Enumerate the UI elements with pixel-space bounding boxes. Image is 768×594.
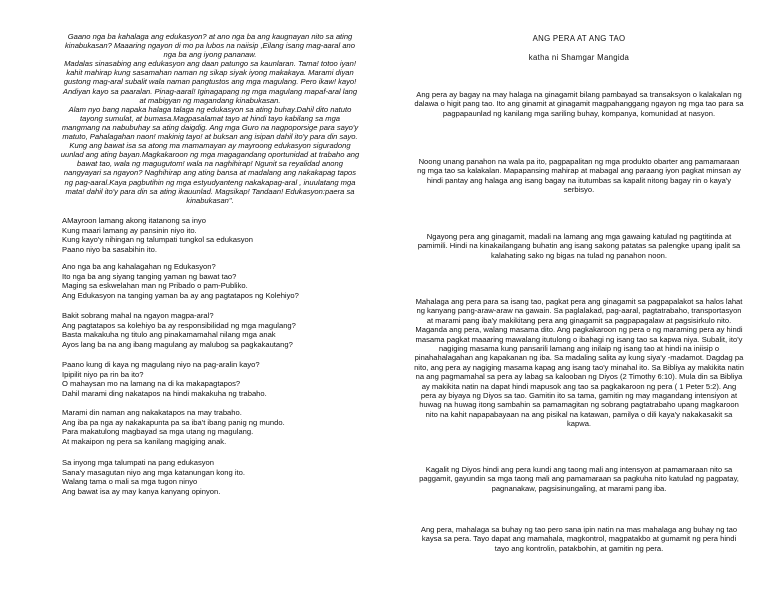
poem-line: Maging sa eskwelahan man ng Pribado o pam-Publiko.	[62, 281, 248, 291]
poem-line: Marami din naman ang nakakatapos na may trabaho.	[62, 408, 242, 417]
body-paragraph: Mahalaga ang pera para sa isang tao, pagkat pera ang ginagamit sa pagpapalakot sa halos lahat ng kanyang pang-araw-araw na gawain. Sa paglalakad, pag-aaral, pagtatrabaho, transportasyon at marami pang iba'y makikitang pera ang ginagamit sa pagpapagalaw at pagsisirkulo nito. Maganda ang pera, walang masama dito. Ang pagkakaroon ng pera o ng maraming pera ay hindi masama pagkat maaaring mawalang itutulong o ibahagi ng isang tao sa kapwa niya. Subalit, ito'y nagiging masama kung pansarili lamang ang inilaip ng isang tao at hindi na iniisip o pinahahalagahan ang kapakanan ng iba. Sa madaling salita ay kung siya'y -madamot. Dagdag pa nito, ang pera ay nagiging masama kapag ang isang tao'y minahal ito. Sa Bibliya ay makikita natin na ang pagmamahal sa pera ay labag sa kalooban ng Diyos (2 Timothy 6:10). Mula din sa Bibliya ay makikita natin na dapat hindi mapusok ang tao sa pagkakaroon ng pera ( 1 Peter 5:2). Ang pera ay biyaya ng Diyos sa tao. Gamitin ito sa tama, gamitin ng may magandang intensiyon at huwag na huwag itong sambahin sa pamamagitan ng sobrang pagtatrabaho upang magkaroon nito na kahit napapabayaan na ang pisikal na katawan, pamilya o dili kaya'y nakakasakit sa kapwa.	[414, 297, 744, 429]
stanza-1	[62, 216, 352, 254]
poem-line: Ano nga ba ang kahalagahan ng Edukasyon?	[62, 262, 216, 271]
poem-line: Ito nga ba ang siyang tanging yaman ng bawat tao?	[62, 271, 237, 281]
page-title: ANG PERA AT ANG TAO	[532, 34, 626, 43]
poem-line: Ang iba pa nga ay nakakapunta pa sa iba't ibang panig ng mundo.	[62, 417, 285, 427]
poem-line: At makaipon ng pera sa kanilang magiging anak.	[62, 436, 227, 446]
poem-line: Basta makakuha ng titulo ang pinakamamahal nilang mga anak	[62, 330, 276, 340]
stanza-4	[62, 360, 352, 398]
poem-line: Sa inyong mga talumpati na pang edukasyon	[62, 458, 214, 467]
body-paragraph: Ang pera ay bagay na may halaga na ginagamit bilang pambayad sa transaksyon o kalakalan ng dalawa o higit pang tao. Ito ang ginamit at ginagamit magpahanggang ngayon ng mga tao para sa pagpapaunlad ng kanilang mga sariling buhay, kompanya, komunidad at nasyon.	[414, 90, 744, 118]
poem-line: Paano kung di kaya ng magulang niyo na pag-aralin kayo?	[62, 360, 260, 369]
stanza-2	[62, 262, 352, 300]
body-paragraph: Ang pera, mahalaga sa buhay ng tao pero sana ipin natin na mas mahalaga ang buhay ng tao kaysa sa pera. Tayo dapat ang mamahala, magkontrol, magpatakbo at gumamit ng pera hindi tayo ang kontrolin, patakbohin, at gamitin ng pera.	[420, 525, 738, 553]
stanza-6	[62, 458, 352, 496]
poem-line: AMayroon lamang akong itatanong sa inyo	[62, 216, 206, 225]
poem-line: Sana'y masagutan niyo ang mga katanungan kong ito.	[62, 467, 245, 477]
body-paragraph: Kagalit ng Diyos hindi ang pera kundi ang taong mali ang intensyon at pamamaraan nito sa paggamit, gayundin sa mga taong mali ang pamamaraan sa pagkuha nito katulad ng pagpatay, pagnanakaw, pagsisinungaling, at marami pang iba.	[419, 465, 739, 493]
intro-paragraph: Alam nyo bang napaka halaga talaga ng edukasyon sa ating buhay.Dahil dito natuto tayong sumulat, at bumasa.Magpasalamat tayo at hindi tayo kabilang sa mga mangmang na nabubuhay sa ating daigdig. Ang mga Guro na nagpoporsige para sayo'y matuto, Pahalagahan naon! makinig tayo! at buksan ang isipan dahil ito'y para din sayo.	[61, 104, 359, 142]
stanza-3	[62, 311, 352, 349]
intro-paragraph: Madalas sinasabing ang edukasyon ang daan patungo sa kaunlaran. Tama! totoo iyan! kahit mahirap kung sasamahan naman ng sikap siyak iyong makakaya. Marami diyan gustong mag-aral subalit wala naman pangtustos ang mga magulang. Pero ikaw! kayo! Andiyan kayo sa paaralan. Pinag-aaral! Iginagapang ng mga magulang mapaf-aral lang at mabigyan ng magandang kinabukasan.	[62, 59, 358, 105]
poem-line: Ipipilit niyo pa rin ba ito?	[62, 369, 144, 379]
poem-line: O mahaysan mo na lamang na di ka makapagtapos?	[62, 379, 241, 389]
poem-line: Kung maari lamang ay pansinin niyo ito.	[62, 225, 197, 235]
poem-line: Kung kayo'y nihingan ng talumpati tungkol sa edukasyon	[62, 235, 254, 245]
intro-paragraph: Gaano nga ba kahalaga ang edukasyon? at ano nga ba ang kaugnayan nito sa ating kinabukasan? Maaaring ngayon di mo pa lubos na naiisip ,Eilang isang mag-aaral ano nga ba ang iyong pananaw.	[64, 32, 356, 60]
poem-line: Bakit sobrang mahal na ngayon magpa-aral?	[62, 311, 214, 320]
poem-line: Paano niyo ba sasabihin ito.	[62, 244, 157, 254]
poem-line: Ang Edukasyon na tanging yaman ba ay ang pagtatapos ng Kolehiyo?	[62, 290, 299, 300]
body-paragraph: Ngayong pera ang ginagamit, madali na lamang ang mga gawaing katulad ng pagtitinda at pamimili. Hindi na kinakailangang buhatin ang isang sakong patatas sa palengke upang ipalit sa kalahating sako ng bigas na tulad ng panahon noon.	[417, 232, 741, 260]
stanza-5	[62, 408, 352, 446]
poem-line: Ayos lang ba na ang ibang magulang ay malubog sa pagkakautang?	[62, 339, 293, 349]
poem-line: Para makatulong magbayad sa mga utang ng magulang.	[62, 427, 254, 437]
intro-paragraph: Kung ang bawat isa sa atong ma mamamayan ay mayroong edukasyon siguradong uunlad ang ating bayan.Magkakaroon ng mga magagandang oportunidad at trabaho ang bawat tao, wala ng magugutom! wala na naghihirap! Ngunit sa reyalidad anong nangyayari sa ngayon? Naghihirap ang ating bansa at madalang ang nakakapag tapos ng pag-aaral.Kaya pagbutihin ng mga estyudyanteng nakakapag-aral , inuulatang mga mata! dahil ito'y para din sa ating ikauunlad. Magsikap! Tandaan! Edukasyon:paera sa kinabukasan".	[60, 141, 360, 205]
poem-line: Ang pagtatapos sa kolehiyo ba ay responsibilidad ng mga magulang?	[62, 320, 296, 330]
poem-line: Ang bawat isa ay may kanya kanyang opinyon.	[62, 486, 221, 496]
poem-line: Walang tama o mali sa mga tugon ninyo	[62, 477, 198, 487]
author-line: katha ni Shamgar Mangida	[528, 53, 630, 62]
poem-line: Dahil marami ding nakatapos na hindi makakuha ng trabaho.	[62, 388, 267, 398]
body-paragraph: Noong unang panahon na wala pa ito, pagpapalitan ng mga produkto obarter ang pamamaraan ng mga tao sa kalakalan. Mapapansing mahirap at mabagal ang paraang iyon pagkat minsan ay hindi pantay ang halaga ang isang bagay na itutumbas sa kapalit nitong bagay rin o kaya'y serbisyo.	[417, 157, 741, 195]
intro-text	[60, 32, 360, 205]
